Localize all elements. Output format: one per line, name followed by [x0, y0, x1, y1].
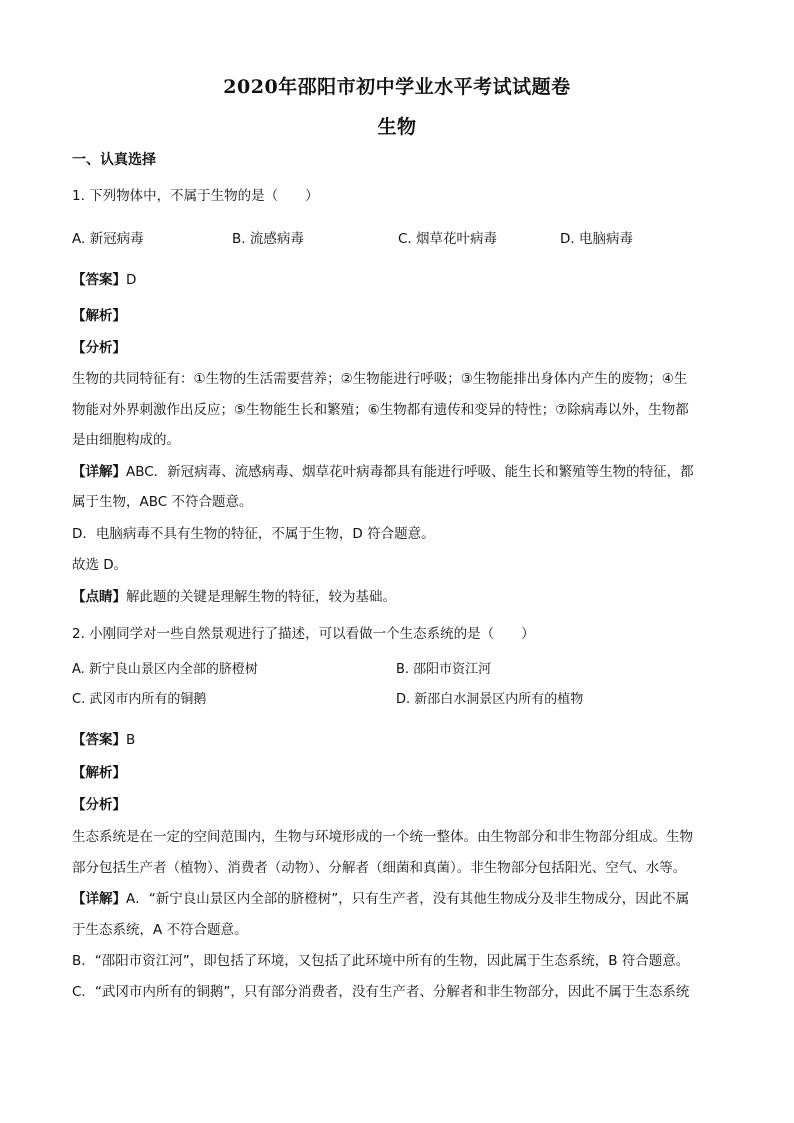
q1-answer-value: D: [126, 272, 137, 288]
q1-detail-text: ABC．新冠病毒、流感病毒、烟草花叶病毒都具有能进行呼吸、能生长和繁殖等生物的特征，都: [126, 464, 694, 480]
q2-detail-line: 于生态系统，A 不符合题意。: [72, 922, 248, 938]
answer-label: 【答案】: [72, 732, 126, 748]
q1-fenxi-line: 物能对外界刺激作出反应；⑤生物能生长和繁殖；⑥生物都有遗传和变异的特性；⑦除病毒以外，生物都: [72, 402, 689, 418]
q1-answer-line: [72, 270, 732, 290]
q1-point-text: 解此题的关键是理解生物的特征，较为基础。: [126, 589, 396, 605]
q2-option-a: A. 新宁良山景区内全部的脐橙树: [72, 662, 258, 677]
q1-stem: 1. 下列物体中，不属于生物的是（ ）: [72, 188, 319, 204]
q2-detail-line: [72, 889, 732, 909]
answer-label: 【答案】: [72, 272, 126, 288]
q1-detail-line: 属于生物，ABC 不符合题意。: [72, 494, 253, 510]
subject-title: 生物: [377, 116, 417, 138]
q1-detail-line: 故选 D。: [72, 557, 128, 573]
q1-analysis-label: 【解析】: [72, 308, 126, 324]
q2-option-c: C. 武冈市内所有的铜鹅: [72, 692, 207, 707]
q2-fenxi-line: 生态系统是在一定的空间范围内，生物与环境形成的一个统一整体。由生物部分和非生物部分组成。生物: [72, 829, 693, 845]
q2-detail-text: A．“新宁良山景区内全部的脐橙树”，只有生产者，没有其他生物成分及非生物成分，因此不属: [126, 891, 690, 907]
section-heading: 一、认真选择: [72, 152, 156, 168]
q1-fenxi-line: 生物的共同特征有：①生物的生活需要营养；②生物能进行呼吸；③生物能排出身体内产生的废物；④生: [72, 371, 688, 387]
q1-detail-line: D．电脑病毒不具有生物的特征，不属于生物，D 符合题意。: [72, 526, 435, 542]
q2-analysis-label: 【解析】: [72, 765, 126, 781]
q1-option-c: C. 烟草花叶病毒: [398, 231, 498, 247]
q1-option-d: D. 电脑病毒: [560, 231, 633, 247]
q1-option-b: B. 流感病毒: [232, 231, 304, 247]
q2-answer-line: [72, 730, 732, 750]
q2-detail-line: C．“武冈市内所有的铜鹅”，只有部分消费者，没有生产者、分解者和非生物部分，因此不属于生态系统: [72, 984, 690, 1000]
q2-option-d: D. 新邵白水洞景区内所有的植物: [396, 692, 584, 707]
q2-detail-line: B．“邵阳市资江河”，即包括了环境，又包括了此环境中所有的生物，因此属于生态系统，B 符合题意。: [72, 953, 690, 969]
point-label: 【点睛】: [72, 589, 126, 605]
q1-fenxi-label: 【分析】: [72, 340, 126, 356]
detail-label: 【详解】: [72, 891, 126, 907]
q1-detail-line: [72, 462, 732, 482]
q2-fenxi-line: 部分包括生产者（植物）、消费者（动物）、分解者（细菌和真菌）。非生物部分包括阳光、空气、水等。: [72, 860, 687, 876]
q1-fenxi-line: 是由细胞构成的。: [72, 432, 180, 448]
q2-answer-value: B: [126, 732, 136, 748]
q2-option-b: B. 邵阳市资江河: [396, 662, 492, 677]
q1-option-a: A. 新冠病毒: [72, 231, 144, 247]
q2-fenxi-label: 【分析】: [72, 797, 126, 813]
exam-title: 2020年邵阳市初中学业水平考试试题卷: [223, 76, 571, 98]
detail-label: 【详解】: [72, 464, 126, 480]
q1-point-line: [72, 587, 732, 607]
q2-stem: 2. 小刚同学对一些自然景观进行了描述，可以看做一个生态系统的是（ ）: [72, 626, 535, 642]
